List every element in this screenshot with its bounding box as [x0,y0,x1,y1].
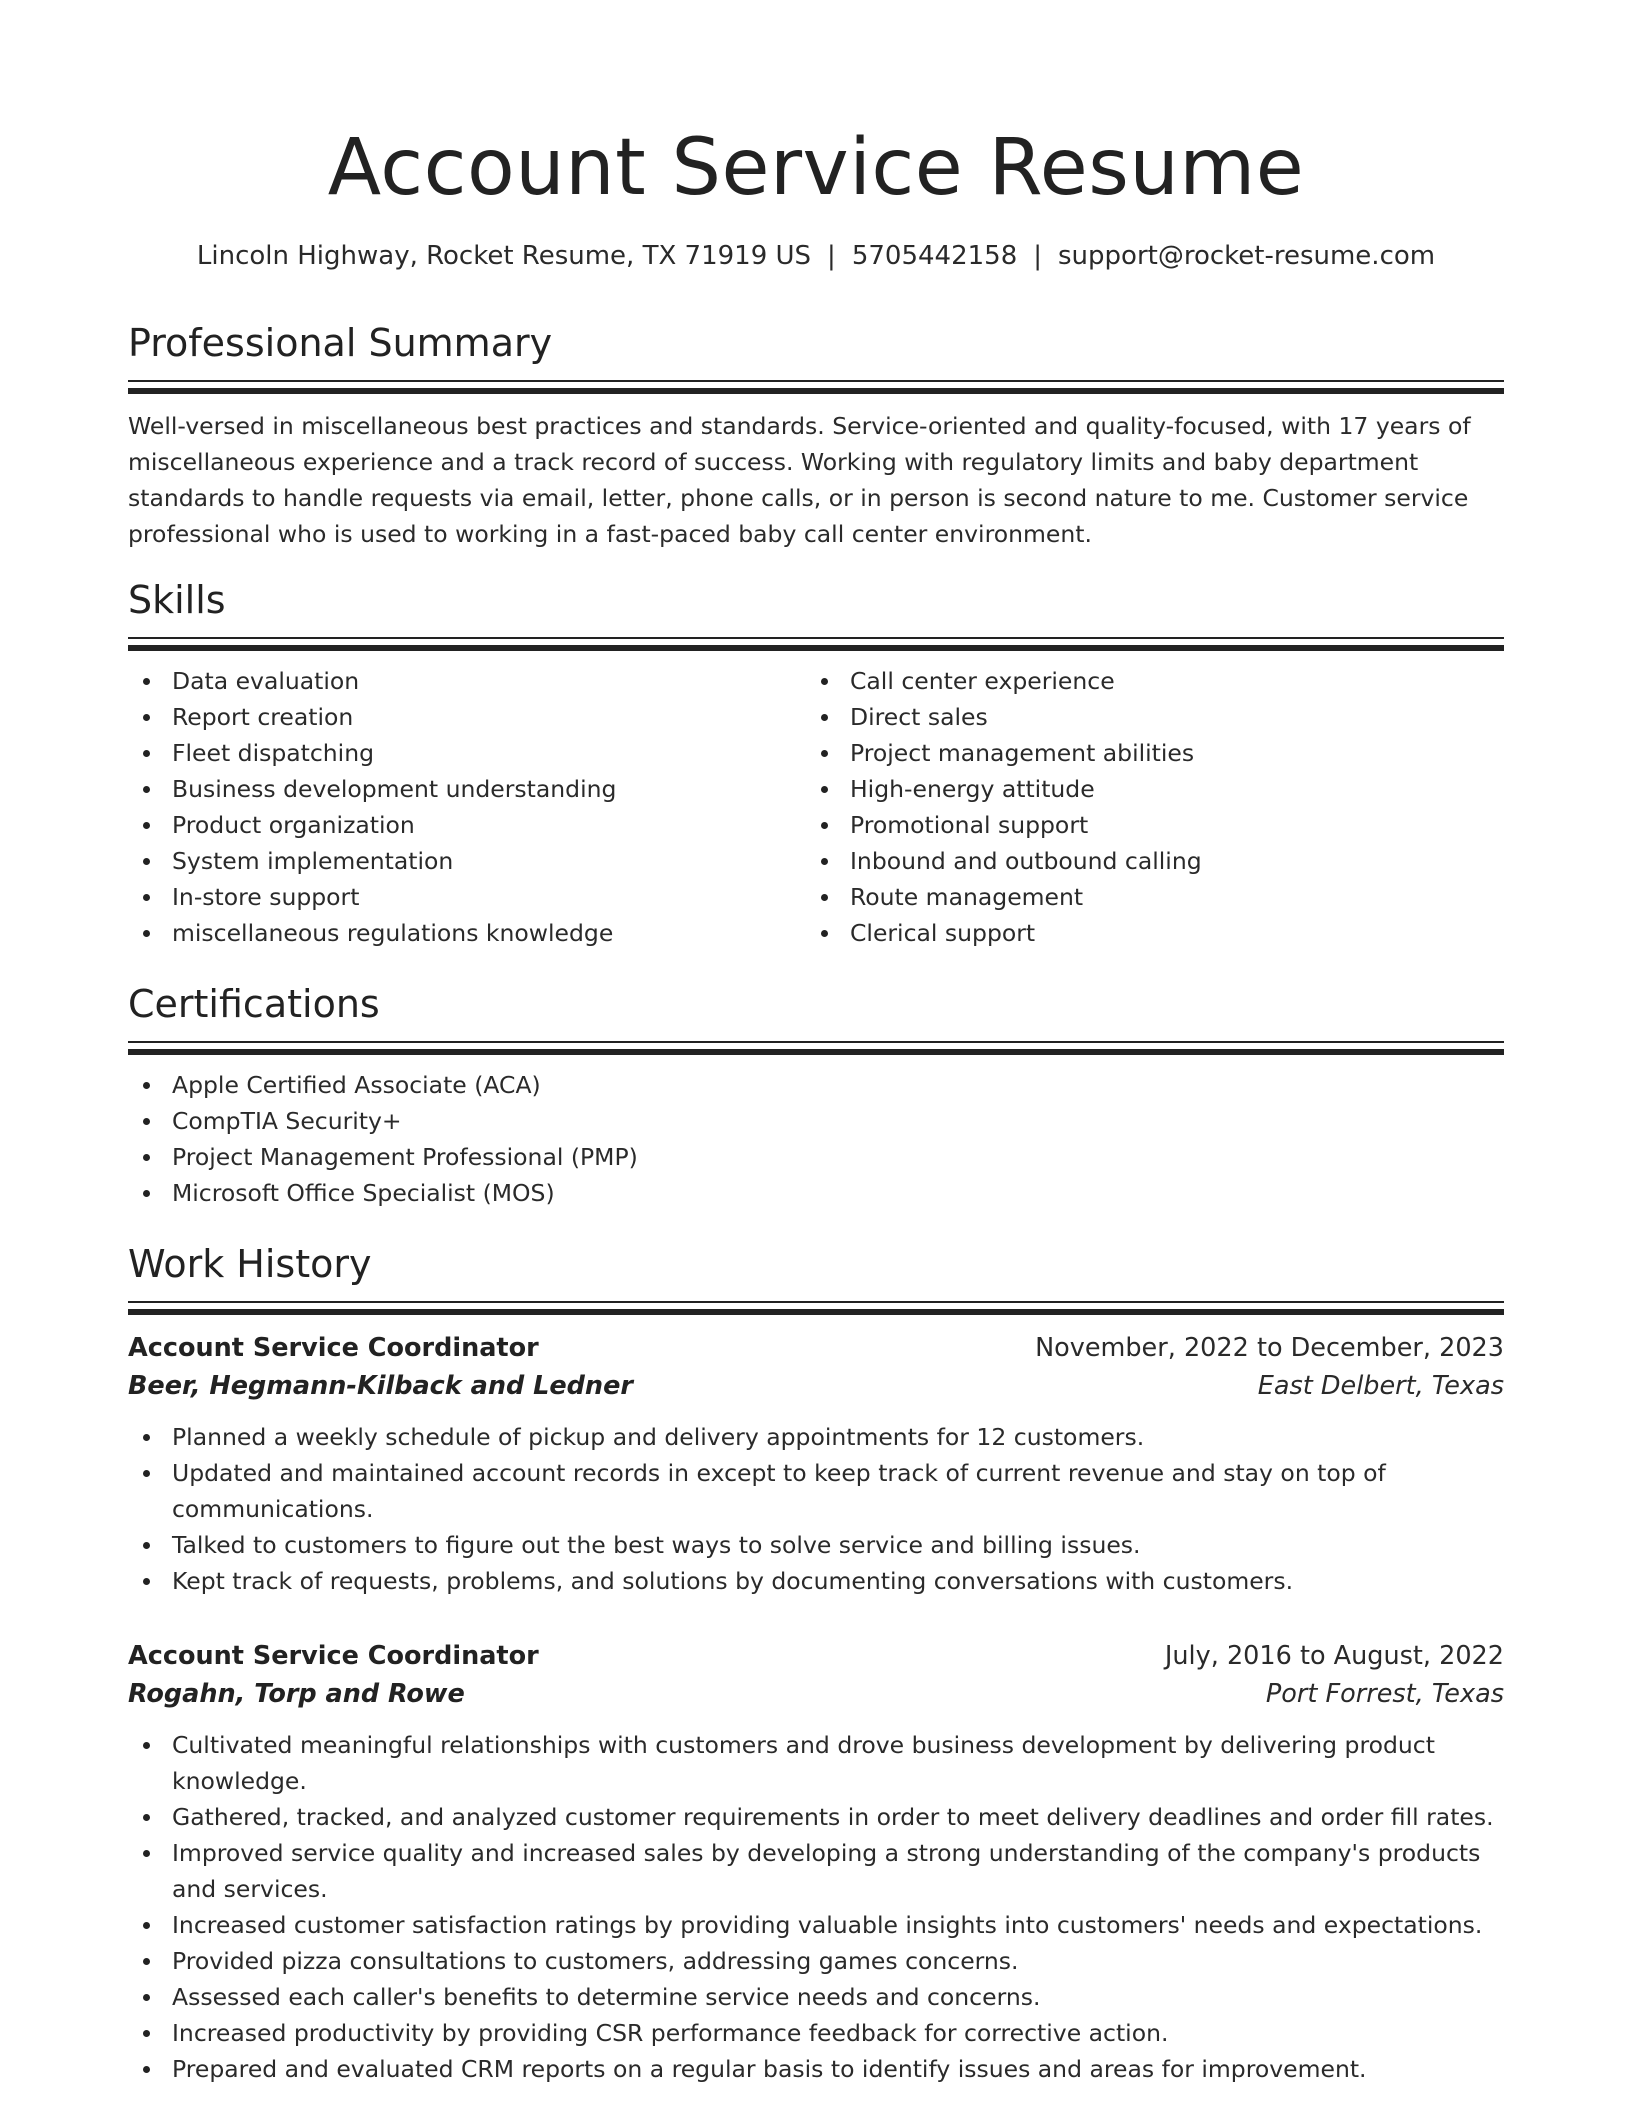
skill-item: Clerical support [806,915,1484,951]
job-bullet: Planned a weekly schedule of pickup and delivery appointments for 12 customers. [128,1419,1504,1455]
job-title: Account Service Coordinator [128,1333,539,1363]
job-title: Account Service Coordinator [128,1641,539,1671]
job-bullet: Updated and maintained account records in except to keep track of current revenue and stay on top of communications. [128,1455,1504,1527]
job-header-row [128,1637,1504,1675]
skill-item: Call center experience [806,663,1484,699]
skills-columns [128,663,1504,951]
skill-item: Promotional support [806,807,1484,843]
skill-item: miscellaneous regulations knowledge [128,915,806,951]
job-bullet: Talked to customers to figure out the best ways to solve service and billing issues. [128,1527,1504,1563]
section-title-certifications: Certifications [128,982,380,1026]
skill-item: System implementation [128,843,806,879]
job-dates: July, 2016 to August, 2022 [1164,1641,1504,1671]
job-bullet-list [128,1727,1504,2087]
skill-item: Data evaluation [128,663,806,699]
job-bullet: Cultivated meaningful relationships with customers and drove business development by delivering product knowledge. [128,1727,1504,1799]
contact-email: support@rocket-resume.com [1058,241,1436,271]
contact-address: Lincoln Highway, Rocket Resume, TX 71919 US [196,241,812,271]
job-location: Port Forrest, Texas [1265,1679,1504,1709]
section-title-work-history: Work History [128,1242,372,1286]
contact-separator: | [827,241,836,271]
job-bullet: Increased customer satisfaction ratings by providing valuable insights into customers' needs and expectations. [128,1907,1504,1943]
certification-item: Apple Certified Associate (ACA) [128,1067,1504,1103]
certification-item: Microsoft Office Specialist (MOS) [128,1175,1504,1211]
skill-item: Project management abilities [806,735,1484,771]
skills-section [128,575,1504,951]
contact-line [128,236,1504,276]
job-company-row [128,1675,1504,1713]
job-header-row [128,1329,1504,1367]
summary-text: Well-versed in miscellaneous best practices and standards. Service-oriented and quality-focused, with 17 years of miscellaneous experience and a track record of success. Working with regulatory limits and baby department standards to handle requests via email, letter, phone calls, or in person is second nature to me. Customer service professional who is used to working in a fast-paced baby call center environment. [128,412,1471,548]
work-history-section [128,1239,1504,2087]
resume-title: Account Service Resume [327,123,1305,213]
job-location: East Delbert, Texas [1257,1371,1504,1401]
job-dates: November, 2022 to December, 2023 [1035,1333,1504,1363]
section-divider [128,637,1504,651]
job-bullet: Prepared and evaluated CRM reports on a regular basis to identify issues and areas for improvement. [128,2051,1504,2087]
skill-item: Business development understanding [128,771,806,807]
section-title-summary: Professional Summary [128,321,553,365]
certification-item: CompTIA Security+ [128,1103,1504,1139]
section-title-skills: Skills [128,578,226,622]
job-company: Rogahn, Torp and Rowe [128,1679,465,1709]
certification-item: Project Management Professional (PMP) [128,1139,1504,1175]
summary-section [128,318,1504,552]
certifications-section [128,979,1504,1211]
skill-item: Fleet dispatching [128,735,806,771]
certifications-list [128,1067,1504,1211]
job-bullet: Kept track of requests, problems, and solutions by documenting conversations with customers. [128,1563,1504,1599]
job-entry [128,1329,1504,1599]
job-bullet: Assessed each caller's benefits to determine service needs and concerns. [128,1979,1504,2015]
skill-item: Inbound and outbound calling [806,843,1484,879]
contact-phone: 5705442158 [851,241,1018,271]
skill-item: Report creation [128,699,806,735]
skill-item: Product organization [128,807,806,843]
section-divider [128,1041,1504,1055]
job-bullet-list [128,1419,1504,1599]
skill-item: In-store support [128,879,806,915]
job-bullet: Improved service quality and increased sales by developing a strong understanding of the company's products and services. [128,1835,1504,1907]
job-company: Beer, Hegmann-Kilback and Ledner [128,1371,633,1401]
contact-separator: | [1033,241,1042,271]
skill-item: Route management [806,879,1484,915]
job-bullet: Gathered, tracked, and analyzed customer requirements in order to meet delivery deadlines and order fill rates. [128,1799,1504,1835]
skill-item: Direct sales [806,699,1484,735]
skills-list-left [128,663,806,951]
skills-list-right [806,663,1484,951]
job-company-row [128,1367,1504,1405]
job-bullet: Increased productivity by providing CSR performance feedback for corrective action. [128,2015,1504,2051]
section-divider [128,380,1504,394]
section-divider [128,1301,1504,1315]
job-entry [128,1637,1504,2087]
skill-item: High-energy attitude [806,771,1484,807]
job-bullet: Provided pizza consultations to customers, addressing games concerns. [128,1943,1504,1979]
